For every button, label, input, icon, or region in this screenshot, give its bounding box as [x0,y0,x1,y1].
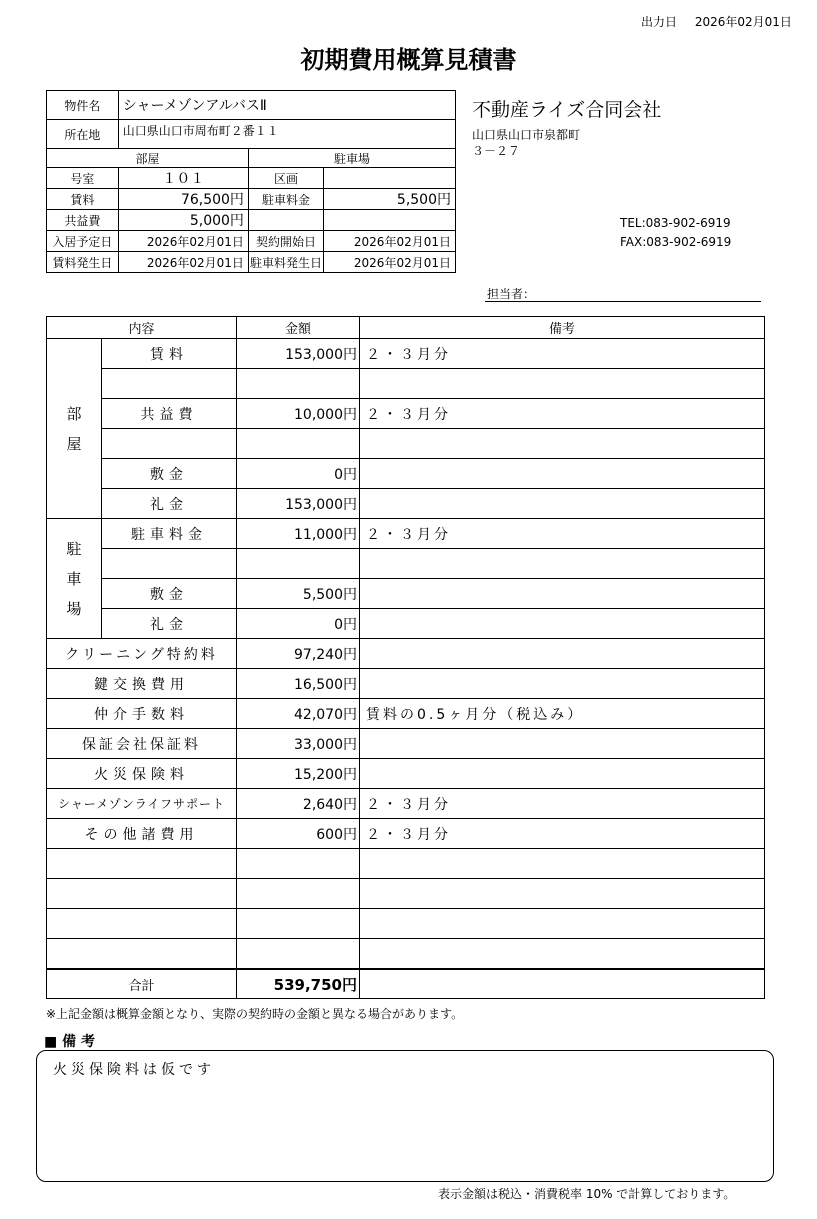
other-item-amount [237,909,360,939]
staff-label: 担当者： [487,287,536,301]
other-item-label: クリーニング特約料 [47,639,237,669]
parking-item-note [360,579,765,609]
table-row [47,759,765,789]
page-title: 初期費用概算見積書 [300,46,517,74]
other-item-note [360,729,765,759]
other-item-label: シャーメゾンライフサポート [47,789,237,819]
tax-note: 表示金額は税込・消費税率 10% で計算しております。 [438,1187,736,1201]
total-row [47,969,765,999]
rent-start-label: 賃料発生日 [47,252,119,273]
total-amount: 539,750円 [237,969,360,999]
company-name: 不動産ライズ合同会社 [472,99,662,121]
header-content: 内容 [47,317,237,339]
other-item-label [47,909,237,939]
room-item-amount: 10,000円 [237,399,360,429]
room-item-note: ２・３月分 [360,339,765,369]
other-item-amount: 16,500円 [237,669,360,699]
other-item-note: 賃料の0.5ヶ月分（税込み） [360,699,765,729]
other-item-label: 火災保険料 [47,759,237,789]
table-row [47,939,765,970]
parking-item-note [360,549,765,579]
parking-item-label: 駐車料金 [102,519,237,549]
other-item-note [360,879,765,909]
room-no-label: 号室 [47,168,119,189]
other-item-amount: 2,640円 [237,789,360,819]
parking-header: 駐車場 [248,149,455,168]
remarks-text: 火災保険料は仮です [53,1062,215,1078]
room-item-label: 賃料 [102,339,237,369]
output-date-label: 出力日 [641,15,678,29]
table-row [47,339,765,369]
other-item-label [47,849,237,879]
parking-item-label [102,549,237,579]
property-name-label: 物件名 [47,91,119,120]
parking-item-amount: 0円 [237,609,360,639]
remarks-heading: ■ 備 考 [44,1034,95,1050]
table-row [47,429,765,459]
table-row [47,669,765,699]
other-item-amount [237,879,360,909]
other-item-label: その他諸費用 [47,819,237,849]
header-amount: 金額 [237,317,360,339]
parking-item-amount: 5,500円 [237,579,360,609]
company-address-2: ３－２７ [472,144,521,158]
remarks-box [36,1050,774,1182]
parking-item-note [360,609,765,639]
table-row [47,819,765,849]
other-item-amount: 15,200円 [237,759,360,789]
other-item-label: 保証会社保証料 [47,729,237,759]
other-item-label: 鍵交換費用 [47,669,237,699]
other-item-note [360,939,765,970]
property-name: シャーメゾンアルバスⅡ [118,91,455,120]
room-item-label [102,369,237,399]
parking-item-amount [237,549,360,579]
parking-item-amount: 11,000円 [237,519,360,549]
room-group-label [47,339,102,519]
move-in-date: 2026年02月01日 [118,231,248,252]
room-item-label: 礼金 [102,489,237,519]
parking-item-note: ２・３月分 [360,519,765,549]
other-item-note [360,639,765,669]
room-item-amount [237,429,360,459]
address-label: 所在地 [47,120,119,149]
room-item-label: 共益費 [102,399,237,429]
table-row [47,639,765,669]
room-item-label [102,429,237,459]
property-table [46,90,456,273]
other-item-note: ２・３月分 [360,819,765,849]
parking-group-label [47,519,102,639]
room-item-note: ２・３月分 [360,399,765,429]
disclaimer: ※上記金額は概算金額となり、実際の契約時の金額と異なる場合があります。 [46,1007,464,1021]
rent-value: 76,500円 [118,189,248,210]
other-item-label [47,939,237,970]
parking-item-label: 礼金 [102,609,237,639]
property-address: 山口県山口市周布町２番１１ [118,120,455,149]
table-row [47,789,765,819]
rent-label: 賃料 [47,189,119,210]
other-item-amount [237,939,360,970]
table-row [47,699,765,729]
room-item-label: 敷金 [102,459,237,489]
room-item-amount: 153,000円 [237,489,360,519]
staff-underline [485,301,761,302]
table-row [47,459,765,489]
parking-item-label: 敷金 [102,579,237,609]
parking-fee-label: 駐車料金 [248,189,323,210]
room-item-amount: 153,000円 [237,339,360,369]
parking-group-text: 駐車場 [66,539,82,618]
room-no: １０１ [118,168,248,189]
total-label: 合計 [47,969,237,999]
parking-start-label: 駐車料発生日 [248,252,323,273]
common-fee-label: 共益費 [47,210,119,231]
other-item-amount: 33,000円 [237,729,360,759]
table-row [47,519,765,549]
header-remarks: 備考 [360,317,765,339]
parking-start-date: 2026年02月01日 [323,252,455,273]
rent-start-date: 2026年02月01日 [118,252,248,273]
table-row [47,879,765,909]
move-in-label: 入居予定日 [47,231,119,252]
room-header: 部屋 [47,149,249,168]
table-row [47,399,765,429]
room-item-amount [237,369,360,399]
contract-start-date: 2026年02月01日 [323,231,455,252]
other-item-amount: 600円 [237,819,360,849]
other-item-note [360,909,765,939]
company-address-1: 山口県山口市泉都町 [472,128,581,142]
room-group-text: 部屋 [66,404,82,453]
cost-table [46,316,765,999]
other-item-note [360,669,765,699]
room-item-amount: 0円 [237,459,360,489]
table-row [47,849,765,879]
section-label: 区画 [248,168,323,189]
table-row [47,369,765,399]
other-item-amount: 42,070円 [237,699,360,729]
other-item-label: 仲介手数料 [47,699,237,729]
table-row [47,579,765,609]
company-fax: FAX:083-902-6919 [620,235,732,249]
table-row [47,729,765,759]
parking-fee-value: 5,500円 [323,189,455,210]
common-fee-value: 5,000円 [118,210,248,231]
table-row [47,609,765,639]
table-row [47,909,765,939]
other-item-note [360,759,765,789]
room-item-note [360,459,765,489]
other-item-note: ２・３月分 [360,789,765,819]
company-tel: TEL:083-902-6919 [620,216,731,230]
other-item-amount [237,849,360,879]
room-item-note [360,429,765,459]
output-date-value: 2026年02月01日 [694,15,792,29]
other-item-amount: 97,240円 [237,639,360,669]
output-date [641,13,792,30]
other-item-note [360,849,765,879]
contract-start-label: 契約開始日 [248,231,323,252]
table-row [47,489,765,519]
other-item-label [47,879,237,909]
room-item-note [360,489,765,519]
section-value [323,168,455,189]
table-row [47,549,765,579]
room-item-note [360,369,765,399]
